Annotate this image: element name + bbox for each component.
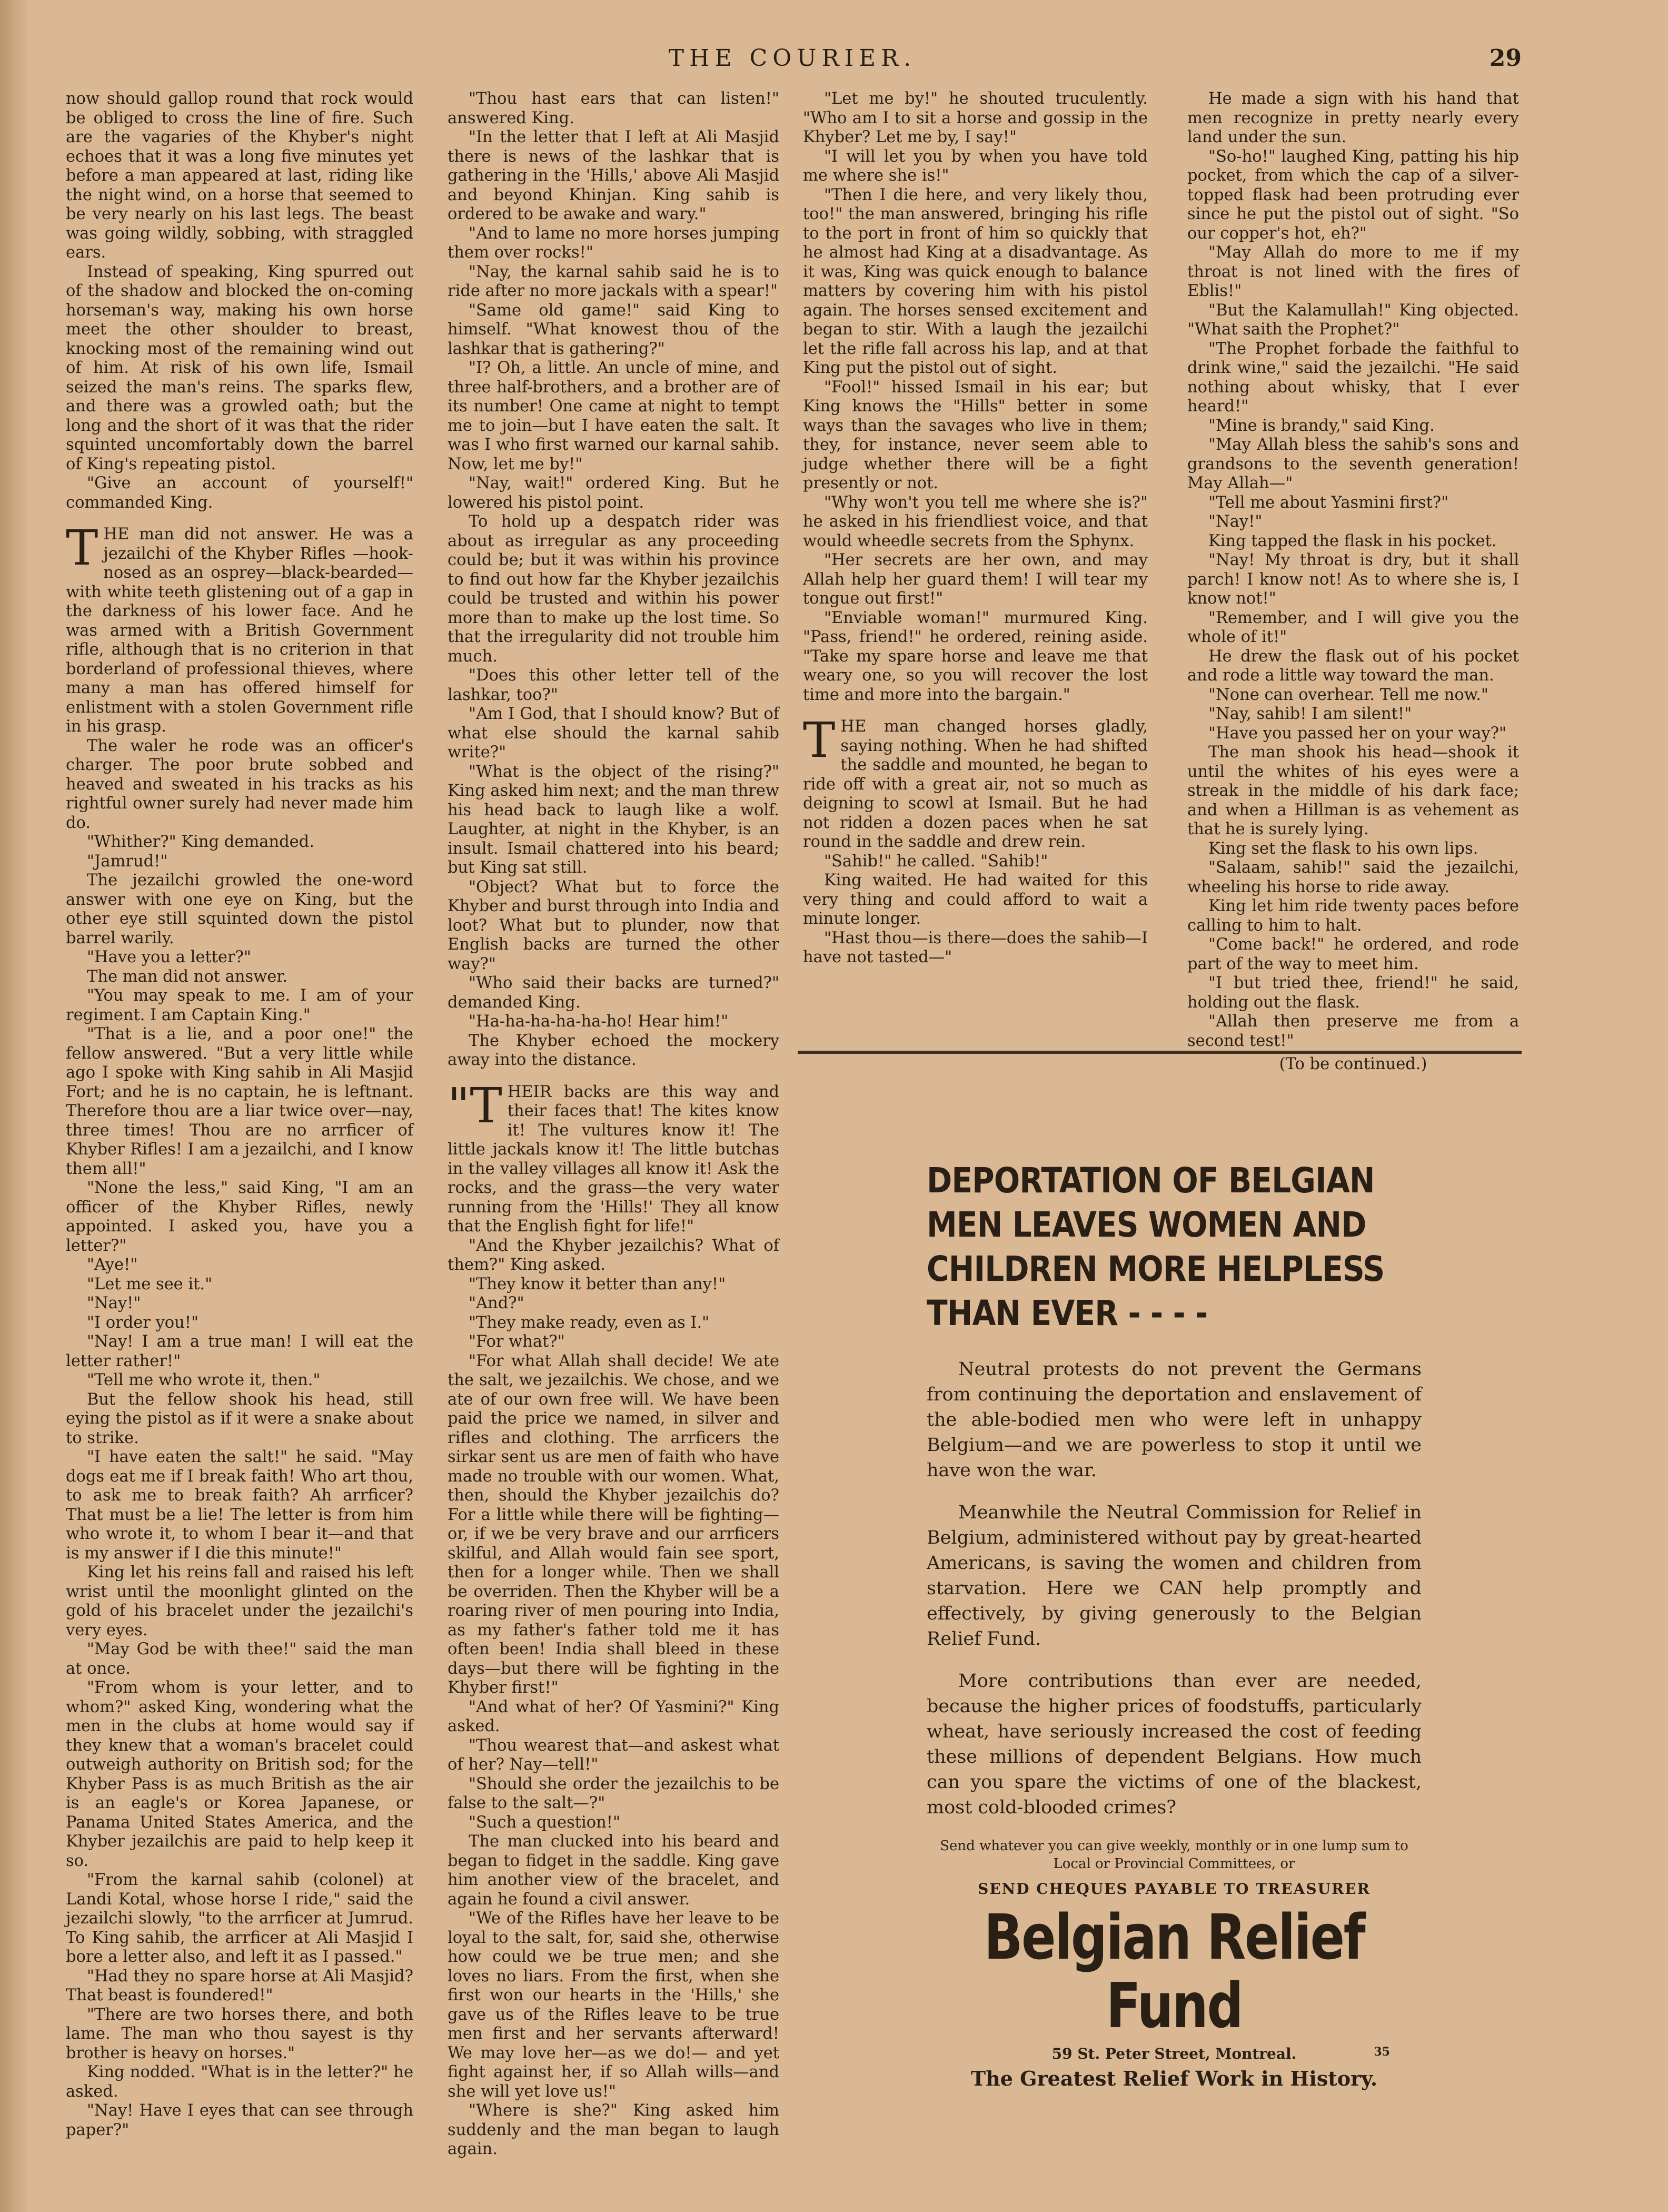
paragraph: He made a sign with his hand that men recognize in pretty nearly every land under the sun. bbox=[1187, 90, 1519, 146]
paragraph-text: HE man did not answer. He was a jezailchi of the Khyber Rifles —hook-nosed as an osprey—black-bearded—with white teeth glistening out of a gap in the darkness of his lower face. And he was armed with a British Government rifle, although that is no criterion in that borderland of professional thieves, where many a man has offered himself for enlistment with a stolen Government rifle in his grasp. bbox=[66, 525, 413, 736]
paragraph: "Sahib!" he called. "Sahib!" bbox=[824, 852, 1048, 871]
paragraph: The man shook his head—shook it until the whites of his eyes were a streak in the middle of his dark face; and when a Hillman is as vehement as that he is surely lying. bbox=[1187, 743, 1519, 838]
paragraph: "And what of her? Of Yasmini?" King asked. bbox=[448, 1697, 779, 1735]
page-edge-shadow bbox=[0, 0, 29, 2212]
paragraph: "I but tried thee, friend!" he said, holding out the flask. bbox=[1187, 974, 1519, 1012]
paragraph-text: HE man changed horses gladly, saying nothing. When he had shifted the saddle and mounted, he began to ride off with a great air, not so much as deigning to scowl at Ismail. But he had not ridden a dozen paces when he sat round in the saddle and drew rein. bbox=[803, 717, 1148, 851]
paragraph: "None can overhear. Tell me now." bbox=[1208, 685, 1488, 704]
paragraph: "Should she order the jezailchis to be false to the salt—?" bbox=[448, 1774, 779, 1812]
page-number: 29 bbox=[1489, 45, 1522, 72]
paragraph: "There are two horses there, and both lame. The man who thou sayest is thy brother is heavy on horses." bbox=[66, 2005, 413, 2062]
paragraph: To hold up a despatch rider was about as irregular as any proceeding could be; but it was within his province to find out how far the Khyber jezailchis could be trusted and within his power more than to make up the lost time. So that the irregularity did not trouble him much. bbox=[448, 512, 779, 666]
ad-paragraph: Neutral protests do not prevent the Germans from continuing the deportation and enslavement of the able-bodied men who were left in unhappy Belgium—and we are powerless to stop it until we have won the war. bbox=[927, 1359, 1422, 1481]
paragraph: Instead of speaking, King spurred out of the shadow and blocked the on-coming horseman's way, making his own horse meet the other shoulder to breast, knocking most of the remaining wind out of him. At risk of his own life, Ismail seized the man's reins. The sparks flew, and there was a growled oath; but the long and the short of it was that the rider squinted uncomfortably down the barrel of King's repeating pistol. bbox=[66, 262, 413, 473]
paragraph: "You may speak to me. I am of your regiment. I am Captain King." bbox=[66, 986, 413, 1024]
paragraph: "Tell me about Yasmini first?" bbox=[1208, 493, 1449, 512]
paragraph: "Salaam, sahib!" said the jezailchi, wheeling his horse to ride away. bbox=[1187, 858, 1519, 896]
paragraph: King let him ride twenty paces before calling to him to halt. bbox=[1187, 897, 1519, 935]
paragraph: "Nay! I am a true man! I will eat the letter rather!" bbox=[66, 1332, 413, 1370]
paragraph: "Object? What but to force the Khyber and burst through into India and loot? What but to plunder, now that English backs are turned the other way?" bbox=[448, 877, 779, 973]
paragraph: "Had they no spare horse at Ali Masjid? That beast is foundered!" bbox=[66, 1967, 413, 2004]
paragraph: "Allah then preserve me from a second test!" bbox=[1187, 1012, 1519, 1050]
paragraph: "We of the Rifles have her leave to be loyal to the salt, for, said she, otherwise how could we be true men; and she loves no liars. From the first, when she first won our hearts in the 'Hills,' she gave us of the Rifles leave to be true men first and her servants afterward! We may love her—as we do!— and yet fight against her, if so Allah wills—and she will yet love us!" bbox=[448, 1909, 779, 2101]
paragraph: "Remember, and I will give you the whole of it!" bbox=[1187, 608, 1519, 646]
paragraph: "So-ho!" laughed King, patting his hip pocket, from which the cap of a silver-topped flask had been protruding ever since he put the pistol out of sight. "So our copper's hot, eh?" bbox=[1187, 147, 1519, 243]
ad-send-instructions: Send whatever you can give weekly, monthly or in one lump sum to Local or Provincial Committees, or bbox=[940, 1838, 1408, 1872]
paragraph: "Come back!" he ordered, and rode part of the way to meet him. bbox=[1187, 935, 1519, 973]
paragraph: "Have you passed her on your way?" bbox=[1208, 724, 1507, 743]
section-rule bbox=[798, 1051, 1522, 1054]
paragraph: "Aye!" bbox=[87, 1256, 138, 1274]
publication-title: THE COURIER. bbox=[668, 45, 917, 72]
paragraph: "And?" bbox=[469, 1294, 524, 1312]
paragraph: "Thou hast ears that can listen!" answered King. bbox=[448, 90, 779, 127]
paragraph: "Am I God, that I should know? But of what else should the karnal sahib write?" bbox=[448, 705, 779, 762]
paragraph: "Thou wearest that—and askest what of her? Nay—tell!" bbox=[448, 1736, 779, 1774]
paragraph: The Khyber echoed the mockery away into the distance. bbox=[448, 1031, 779, 1069]
paragraph: "Fool!" hissed Ismail in his ear; but King knows the "Hills" better in some ways than the savages who live in them; they, for instance, never seem able to judge whether there will be a fight presently or not. bbox=[803, 378, 1148, 492]
paragraph: "Same old game!" said King to himself. "What knowest thou of the lashkar that is gathering?" bbox=[448, 301, 779, 358]
paragraph: "In the letter that I left at Ali Masjid there is news of the lashkar that is gathering in the 'Hills,' above Ali Masjid and beyond Khinjan. King sahib is ordered to be awake and wary." bbox=[448, 128, 779, 223]
paragraph: "Nay, the karnal sahib said he is to ride after no more jackals with a spear!" bbox=[448, 262, 779, 300]
paragraph: "Give an account of yourself!" commanded King. bbox=[66, 474, 413, 512]
paragraph-dropcap bbox=[66, 520, 413, 737]
ad-code: 35 bbox=[1374, 2045, 1390, 2059]
paragraph: The man did not answer. bbox=[87, 967, 288, 986]
paragraph: "Does this other letter tell of the lashkar, too?" bbox=[448, 666, 779, 704]
paragraph: "For what?" bbox=[469, 1332, 565, 1351]
ad-headline: DEPORTATION OF BELGIAN MEN LEAVES WOMEN AND CHILDREN MORE HELPLESS THAN EVER - - - - bbox=[927, 1160, 1385, 1334]
paragraph: "Have you a letter?" bbox=[87, 948, 251, 966]
paragraph: King waited. He had waited for this very thing and could afford to wait a minute longer. bbox=[803, 871, 1148, 928]
page-header bbox=[63, 45, 1522, 76]
paragraph: "May Allah do more to me if my throat is not lined with the fires of Eblis!" bbox=[1187, 243, 1519, 300]
story-column-4 bbox=[1187, 90, 1519, 1073]
paragraph: "Where is she?" King asked him suddenly and the man began to laugh again. bbox=[448, 2101, 779, 2158]
paragraph: "Tell me who wrote it, then." bbox=[87, 1371, 321, 1389]
paragraph: "Such a question!" bbox=[469, 1813, 621, 1832]
paragraph: "Then I die here, and very likely thou, too!" the man answered, bringing his rifle to the port in front of him so quickly that he almost had King at a disadvantage. As it was, King was quick enough to balance matters by covering him with his pistol again. The horses sensed excitement and began to stir. With a laugh the jezailchi let the rifle fall across his lap, and at that King put the pistol out of sight. bbox=[803, 185, 1148, 377]
paragraph-dropcap bbox=[803, 712, 1148, 852]
paragraph: "Nay! My throat is dry, but it shall parch! I know not! As to where she is, I know not!" bbox=[1187, 551, 1519, 608]
to-be-continued: (To be continued.) bbox=[1279, 1055, 1427, 1073]
paragraph: now should gallop round that rock would be obliged to cross the line of fire. Such are the vagaries of the Khyber's night echoes that it was a long five minutes yet before a man appeared at last, riding like the night wind, on a horse that seemed to be very nearly on his last legs. The beast was going wildly, sobbing, with straggled ears. bbox=[66, 90, 413, 262]
paragraph-text: HEIR backs are this way and their faces that! The kites know it! The vultures know it! The little jackals know it! The little butchas in the valley villages all know it! Ask the rocks, and the grass—the very water running from the 'Hills!' They all know that the English fight for life!" bbox=[448, 1082, 779, 1236]
paragraph: "And the Khyber jezailchis? What of them?" King asked. bbox=[448, 1236, 779, 1274]
paragraph: "Ha-ha-ha-ha-ha-ho! Hear him!" bbox=[469, 1012, 729, 1031]
ad-cheques-line: SEND CHEQUES PAYABLE TO TREASURER bbox=[978, 1880, 1371, 1898]
paragraph: "Nay, sahib! I am silent!" bbox=[1208, 705, 1412, 723]
paragraph: "I have eaten the salt!" he said. "May dogs eat me if I break faith! Who art thou, to ask me to break faith? Ah arrficer? That must be a lie! The letter is from him who wrote it, to whom I bear it—and that is my answer if I die this minute!" bbox=[66, 1448, 413, 1563]
paragraph: "May God be with thee!" said the man at once. bbox=[66, 1640, 413, 1678]
paragraph: "But the Kalamullah!" King objected. "What saith the Prophet?" bbox=[1187, 301, 1519, 339]
paragraph: "Nay!" bbox=[87, 1294, 141, 1312]
paragraph: He drew the flask out of his pocket and rode a little way toward the man. bbox=[1187, 647, 1519, 685]
paragraph: "Let me see it." bbox=[87, 1275, 213, 1293]
paragraph: "Why won't you tell me where she is?" he asked in his friendliest voice, and that would wheedle secrets from the Sphynx. bbox=[803, 493, 1148, 550]
paragraph: "None the less," said King, "I am an officer of the Khyber Rifles, newly appointed. I asked you, have you a letter?" bbox=[66, 1179, 413, 1255]
drop-cap: T bbox=[66, 520, 98, 576]
paragraph: "Nay! Have I eyes that can see through paper?" bbox=[66, 2101, 413, 2139]
story-column-1 bbox=[66, 90, 413, 2191]
ad-paragraph: Meanwhile the Neutral Commission for Relief in Belgium, administered without pay by great-hearted Americans, is saving the women and children from starvation. Here we CAN help promptly and effectively, by giving generously to the Belgian Relief Fund. bbox=[927, 1502, 1422, 1650]
paragraph: "For what Allah shall decide! We ate the salt, we jezailchis. We chose, and we ate of our own free will. We have been paid the price we named, in silver and rifles and clothing. The arrficers the sirkar sent us are men of faith who have made no trouble with our women. What, then, should the Khyber jezailchis do? For a little while there will be fighting—or, if we be very brave and our arrficers skilful, and Allah would fain see sport, then for a longer while. Then we shall be overriden. Then the Khyber will be a roaring river of men pouring into India, as my father's father told me it has often been! India shall bleed in these days—but there will be fighting in the Khyber first!" bbox=[448, 1351, 779, 1697]
paragraph: "Enviable woman!" murmured King. "Pass, friend!" he ordered, reining aside. "Take my spare horse and leave me that weary one, so you will recover the lost time and more into the bargain." bbox=[803, 608, 1148, 704]
paragraph: "Nay!" bbox=[1208, 512, 1263, 531]
paragraph: "And to lame no more horses jumping them over rocks!" bbox=[448, 224, 779, 262]
paragraph: King let his reins fall and raised his left wrist until the moonlight glinted on the gold of his bracelet under the jezailchi's very eyes. bbox=[66, 1563, 413, 1640]
paragraph: The jezailchi growled the one-word answer with one eye on King, but the other eye still squinted down the pistol barrel warily. bbox=[66, 871, 413, 947]
paragraph: "Whither?" King demanded. bbox=[87, 833, 314, 851]
paragraph: But the fellow shook his head, still eying the pistol as if it were a snake about to strike. bbox=[66, 1390, 413, 1447]
paragraph: "Mine is brandy," said King. bbox=[1208, 416, 1435, 435]
fund-address bbox=[927, 2045, 1422, 2062]
paragraph: "I will let you by when you have told me where she is!" bbox=[803, 147, 1148, 185]
ad-tagline: The Greatest Relief Work in History. bbox=[970, 2067, 1378, 2090]
paragraph: "From the karnal sahib (colonel) at Landi Kotal, whose horse I ride," said the jezailchi slowly, "to the arrficer at Jumrud. To King sahib, the arrficer at Ali Masjid I bore a letter also, and left it as I passed." bbox=[66, 1871, 413, 1966]
paragraph: "I? Oh, a little. An uncle of mine, and three half-brothers, and a brother are of its number! One came at night to tempt me to join—but I have eaten the salt. It was I who first warned our karnal sahib. Now, let me by!" bbox=[448, 359, 779, 473]
paragraph: "Hast thou—is there—does the sahib—I have not tasted—" bbox=[803, 929, 1148, 966]
paragraph: "What is the object of the rising?" King asked him next; and the man threw his head back to laugh like a wolf. Laughter, at night in the Khyber, is an insult. Ismail chattered into his beard; but King sat still. bbox=[448, 762, 779, 877]
fund-logo: Belgian Relief Fund bbox=[984, 1901, 1365, 2042]
paragraph-dropcap bbox=[448, 1077, 779, 1237]
paragraph: The waler he rode was an officer's charger. The poor brute sobbed and heaved and sweated in his tracks as his rightful owner surely had never made him do. bbox=[66, 736, 413, 832]
paragraph: King tapped the flask in his pocket. bbox=[1208, 531, 1497, 550]
paragraph: "Let me by!" he shouted truculently. "Who am I to sit a horse and gossip in the Khyber? Let me by, I say!" bbox=[803, 90, 1148, 146]
story-column-2 bbox=[448, 90, 779, 2191]
paragraph: "I order you!" bbox=[87, 1313, 199, 1332]
paragraph: "Her secrets are her own, and may Allah help her guard them! I will tear my tongue out first!" bbox=[803, 551, 1148, 608]
paragraph: "That is a lie, and a poor one!" the fellow answered. "But a very little while ago I spoke with King sahib in Ali Masjid Fort; and he is no captain, he is leftnant. Therefore thou are a liar twice over—nay, three times! Thou are no arrficer of Khyber Rifles! I am a jezailchi, and I know them all!" bbox=[66, 1025, 413, 1178]
paragraph: "They know it better than any!" bbox=[469, 1275, 726, 1293]
paragraph: "Jamrud!" bbox=[87, 852, 168, 871]
paragraph: "May Allah bless the sahib's sons and grandsons to the seventh generation! May Allah—" bbox=[1187, 436, 1519, 492]
belgian-relief-advertisement bbox=[927, 1159, 1422, 2090]
paragraph: "Nay, wait!" ordered King. But he lowered his pistol point. bbox=[448, 474, 779, 512]
paragraph: "From whom is your letter, and to whom?" asked King, wondering what the men in the clubs at home would say if they knew that a woman's bracelet could outweigh authority on British sod; for the Khyber Pass is as much British as the air is an eagle's or Korea Japanese, or Panama United States America, and the Khyber jezailchis are paid to help keep it so. bbox=[66, 1678, 413, 1870]
paragraph: The man clucked into his beard and began to fidget in the saddle. King gave him another view of the bracelet, and again he found a civil answer. bbox=[448, 1832, 779, 1909]
drop-cap: "T bbox=[448, 1077, 502, 1134]
paragraph: "Who said their backs are turned?" demanded King. bbox=[448, 974, 779, 1012]
address-text: 59 St. Peter Street, Montreal. bbox=[1051, 2045, 1297, 2062]
paragraph: "They make ready, even as I." bbox=[469, 1313, 710, 1332]
story-column-3 bbox=[803, 90, 1148, 1185]
paragraph: King set the flask to his own lips. bbox=[1208, 839, 1478, 858]
ad-paragraph: More contributions than ever are needed, because the higher prices of foodstuffs, particularly wheat, have seriously increased the cost of feeding these millions of dependent Belgians. How much can you spare the victims of one of the blackest, most cold-blooded crimes? bbox=[927, 1671, 1422, 1818]
paragraph: King nodded. "What is in the letter?" he asked. bbox=[66, 2063, 413, 2101]
drop-cap: T bbox=[803, 712, 836, 768]
paragraph: "The Prophet forbade the faithful to drink wine," said the jezailchi. "He said nothing about whisky, that I ever heard!" bbox=[1187, 339, 1519, 416]
